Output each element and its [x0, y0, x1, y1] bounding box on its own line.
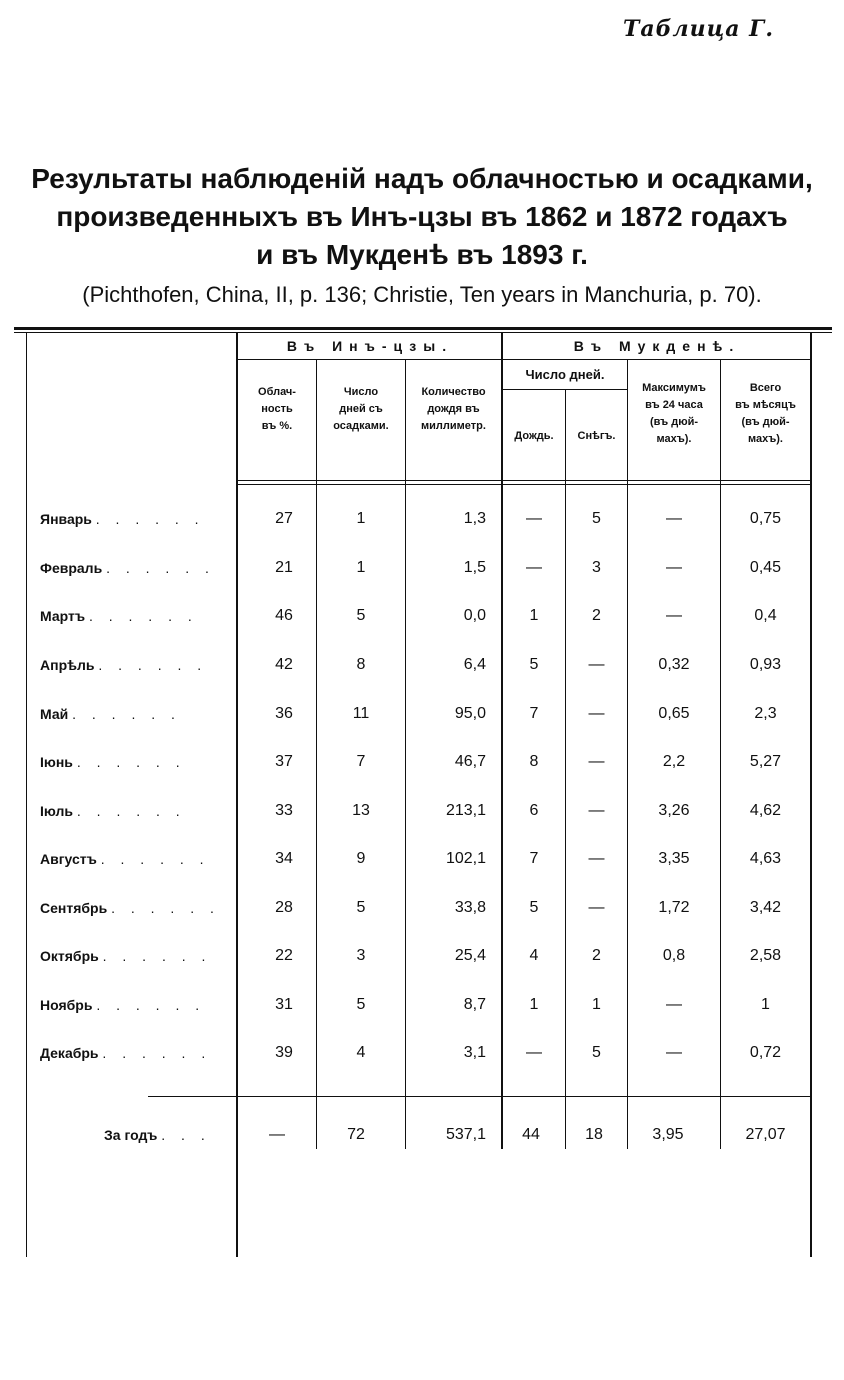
table-row: [0, 947, 844, 971]
cell-monthly-total: 5,27: [749, 753, 782, 770]
cell-max-24h: 0,65: [658, 705, 690, 722]
month-label: Ноябрь . . . . . .: [40, 997, 206, 1013]
group-header-inkou: Въ Инъ-цзы.: [286, 338, 454, 354]
table-row: [0, 607, 844, 631]
cell-max-24h: —: [666, 1044, 682, 1061]
header-bottom-rule: [238, 480, 812, 481]
table-row: [0, 996, 844, 1020]
cell-monthly-total: 0,4: [754, 607, 777, 624]
cell-snow-days: 5: [592, 510, 601, 527]
table-top-rule: [14, 327, 832, 330]
cell-cloudiness: 42: [275, 656, 293, 673]
cell-max-24h: 0,32: [658, 656, 690, 673]
month-label: Августъ . . . . . .: [40, 851, 210, 867]
total-rain-days: 44: [522, 1126, 540, 1143]
cell-precip-days: 4: [356, 1044, 366, 1061]
table-row: [0, 559, 844, 583]
total-monthly-total: 27,07: [745, 1126, 786, 1143]
header-rain-days: Дождь.: [514, 430, 554, 442]
cell-precip-days: 5: [356, 899, 366, 916]
cell-rain-amount: 6,4: [463, 656, 486, 673]
month-label: Мартъ . . . . . .: [40, 608, 198, 624]
cell-precip-days: 5: [356, 996, 366, 1013]
cell-rain-days: —: [526, 510, 542, 527]
month-label: Январь . . . . . .: [40, 511, 205, 527]
cell-rain-days: 5: [529, 899, 539, 916]
cell-precip-days: 1: [356, 510, 366, 527]
cell-monthly-total: 2,3: [754, 705, 777, 722]
cell-cloudiness: 36: [275, 705, 293, 722]
cell-rain-days: 8: [529, 753, 539, 770]
cell-rain-days: 7: [529, 705, 539, 722]
cell-precip-days: 5: [356, 607, 366, 624]
cell-precip-days: 8: [356, 656, 366, 673]
cell-rain-amount: 25,4: [454, 947, 486, 964]
month-label: Февраль . . . . . .: [40, 560, 215, 576]
cell-monthly-total: 0,72: [749, 1044, 782, 1061]
title-line-3: и въ Мукденѣ въ 1893 г.: [256, 239, 588, 270]
header-precip-days: Число дней съ осадками.: [333, 386, 389, 432]
cell-max-24h: 0,8: [662, 947, 686, 964]
table-tag: Таблица Г.: [622, 16, 774, 42]
cell-monthly-total: 2,58: [749, 947, 782, 964]
title-line-2: произведенныхъ въ Инъ-цзы въ 1862 и 1872 годахъ: [56, 201, 788, 232]
table-row: [0, 802, 844, 826]
cell-precip-days: 9: [356, 850, 366, 867]
cell-rain-amount: 46,7: [454, 753, 486, 770]
cell-snow-days: 1: [592, 996, 601, 1013]
group-left-rule: [238, 359, 502, 360]
cell-snow-days: —: [588, 705, 605, 722]
cell-max-24h: 1,72: [658, 899, 690, 916]
cell-max-24h: 2,2: [662, 753, 686, 770]
cell-monthly-total: 1: [761, 996, 770, 1013]
cell-cloudiness: 33: [275, 802, 293, 819]
month-label: Май . . . . . .: [40, 706, 181, 722]
month-label: Декабрь . . . . . .: [40, 1045, 212, 1061]
table-right-border: [810, 333, 812, 1257]
header-snow-days: Снѣгъ.: [577, 430, 616, 442]
cell-cloudiness: 46: [275, 607, 293, 624]
month-label: Апрѣль . . . . . .: [40, 657, 208, 673]
table-left-border: [26, 333, 27, 1257]
cell-snow-days: —: [588, 656, 605, 673]
cell-precip-days: 11: [352, 705, 370, 722]
header-max-24h: Максимумъ въ 24 часа (въ дюй- махъ).: [642, 382, 706, 445]
cell-rain-days: 1: [529, 607, 539, 624]
header-rain-amount: Количество дождя въ миллиметр.: [421, 386, 486, 432]
table-row: [0, 850, 844, 874]
cell-snow-days: —: [588, 899, 605, 916]
cell-rain-amount: 8,7: [463, 996, 486, 1013]
cell-precip-days: 1: [356, 559, 366, 576]
month-label: Іюль . . . . . .: [40, 803, 186, 819]
cell-cloudiness: 39: [275, 1044, 293, 1061]
cell-snow-days: 2: [592, 607, 601, 624]
cell-rain-days: 6: [529, 802, 539, 819]
cell-max-24h: —: [666, 559, 682, 576]
total-rain-amount: 537,1: [445, 1126, 486, 1143]
cell-rain-amount: 0,0: [463, 607, 486, 624]
cell-max-24h: 3,35: [658, 850, 690, 867]
title-line-1: Результаты наблюденій надъ облачностью и осадками,: [31, 163, 813, 194]
month-label: Іюнь . . . . . .: [40, 754, 186, 770]
cell-snow-days: 3: [592, 559, 601, 576]
cell-max-24h: 3,26: [658, 802, 690, 819]
cell-monthly-total: 0,93: [749, 656, 782, 673]
table-row: [0, 656, 844, 680]
cell-cloudiness: 37: [275, 753, 293, 770]
table-row: [0, 1044, 844, 1068]
total-precip-days: 72: [347, 1126, 365, 1143]
total-separator-rule: [148, 1096, 812, 1097]
cell-cloudiness: 22: [275, 947, 293, 964]
cell-snow-days: 2: [592, 947, 601, 964]
total-label: За годъ . . .: [104, 1127, 211, 1143]
cell-cloudiness: 27: [275, 510, 293, 527]
group-divider: [501, 333, 503, 1149]
month-column-divider: [236, 333, 238, 1257]
cell-rain-amount: 1,5: [463, 559, 486, 576]
cell-max-24h: —: [666, 510, 682, 527]
table-row: [0, 753, 844, 777]
cell-max-24h: —: [666, 607, 682, 624]
cell-rain-days: 1: [529, 996, 539, 1013]
cell-monthly-total: 3,42: [749, 899, 782, 916]
cell-rain-days: —: [526, 1044, 542, 1061]
header-monthly-total: Всего въ мѣсяцъ (въ дюй- махъ).: [735, 382, 796, 445]
table-row: [0, 510, 844, 534]
header-cloudiness: Облач- ность въ %.: [258, 386, 296, 432]
cell-cloudiness: 34: [275, 850, 293, 867]
month-label: Сентябрь . . . . . .: [40, 900, 220, 916]
cell-snow-days: —: [588, 753, 605, 770]
total-row: [0, 1126, 844, 1150]
cell-max-24h: —: [666, 996, 682, 1013]
cell-monthly-total: 0,45: [749, 559, 782, 576]
cell-cloudiness: 28: [275, 899, 293, 916]
month-label: Октябрь . . . . . .: [40, 948, 212, 964]
table-row: [0, 705, 844, 729]
cell-rain-days: —: [526, 559, 542, 576]
cell-rain-days: 4: [529, 947, 539, 964]
cell-rain-days: 7: [529, 850, 539, 867]
cell-monthly-total: 0,75: [749, 510, 782, 527]
cell-monthly-total: 4,62: [749, 802, 782, 819]
cell-precip-days: 3: [356, 947, 366, 964]
group-right-rule: [502, 359, 812, 360]
cell-precip-days: 7: [356, 753, 366, 770]
total-cloudiness: —: [269, 1126, 285, 1143]
table-top-rule-thin: [14, 332, 832, 333]
cell-rain-amount: 102,1: [445, 850, 486, 867]
cell-rain-amount: 33,8: [454, 899, 486, 916]
cell-monthly-total: 4,63: [749, 850, 782, 867]
table-row: [0, 899, 844, 923]
cell-rain-amount: 3,1: [463, 1044, 486, 1061]
subgroup-header-days: Число дней.: [525, 367, 605, 382]
cell-cloudiness: 21: [275, 559, 293, 576]
cell-snow-days: —: [588, 850, 605, 867]
cell-snow-days: 5: [592, 1044, 601, 1061]
cell-cloudiness: 31: [275, 996, 293, 1013]
header-bottom-rule-2: [238, 484, 812, 485]
cell-rain-amount: 95,0: [454, 705, 486, 722]
total-snow-days: 18: [585, 1126, 603, 1143]
cell-rain-amount: 213,1: [445, 802, 486, 819]
cell-rain-days: 5: [529, 656, 539, 673]
source-citation: (Pichthofen, China, II, p. 136; Christie, Ten years in Manchuria, p. 70).: [82, 282, 762, 307]
cell-snow-days: —: [588, 802, 605, 819]
group-header-mukden: Въ Мукденѣ.: [573, 338, 741, 354]
cell-rain-amount: 1,3: [463, 510, 486, 527]
cell-precip-days: 13: [352, 802, 370, 819]
total-max-24h: 3,95: [652, 1126, 684, 1143]
